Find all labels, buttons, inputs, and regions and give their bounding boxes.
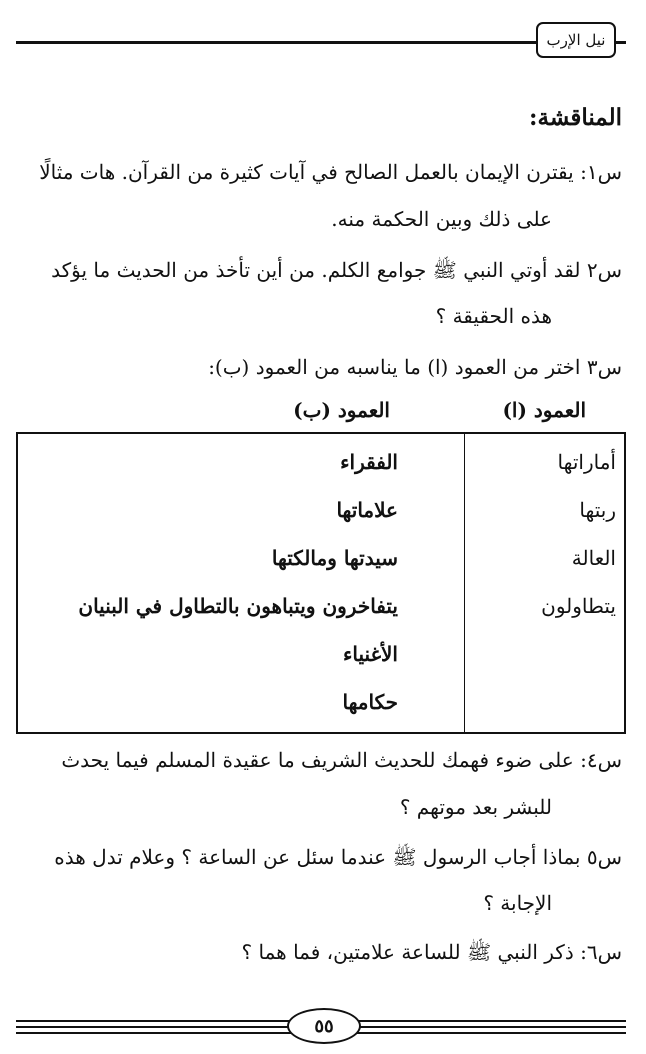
question-4-line-1: س٤: على ضوء فهمك للحديث الشريف ما عقيدة المسلم فيما يحدث [61,748,622,772]
header-rule [16,41,536,44]
column-a-label: العمود (ا) [502,398,586,422]
column-a-item: العالة [571,546,616,570]
question-2-line-1: س٢ لقد أوتي النبي ﷺ جوامع الكلم. من أين تأخذ من الحديث ما يؤكد [51,258,622,282]
running-title: نيل الإرب [546,31,606,49]
column-b-item: حكامها [342,690,398,714]
question-1-line-1: س١: يقترن الإيمان بالعمل الصالح في آيات كثيرة من القرآن. هات مثالًا [39,160,622,184]
table-divider [464,434,465,732]
matching-table [16,432,626,734]
column-b-label: العمود (ب) [293,398,390,422]
column-a-item: ربتها [579,498,616,522]
question-1-line-2: على ذلك وبين الحكمة منه. [331,207,552,231]
column-b-item: الأغنياء [343,642,398,666]
page-number: ٥٥ [314,1015,334,1037]
column-b-item: سيدتها ومالكتها [271,546,398,570]
column-b-item: الفقراء [340,450,398,474]
column-a-item: يتطاولون [541,594,616,618]
column-b-item: يتفاخرون ويتباهون بالتطاول في البنيان [78,594,398,618]
question-2-line-2: هذه الحقيقة ؟ [435,304,552,328]
question-6-line-1: س٦: ذكر النبي ﷺ للساعة علامتين، فما هما ؟ [241,940,622,964]
question-4-line-2: للبشر بعد موتهم ؟ [399,795,552,819]
header-rule-end [616,41,626,44]
column-b-item: علاماتها [336,498,398,522]
running-title-box [536,22,616,58]
section-title: المناقشة: [529,104,622,131]
page-number-oval [287,1008,361,1044]
column-a-item: أماراتها [557,450,616,474]
question-5-line-1: س٥ بماذا أجاب الرسول ﷺ عندما سئل عن الساعة ؟ وعلام تدل هذه [54,845,622,869]
question-3-line-1: س٣ اختر من العمود (ا) ما يناسبه من العمود (ب): [208,355,622,379]
question-5-line-2: الإجابة ؟ [483,891,552,915]
